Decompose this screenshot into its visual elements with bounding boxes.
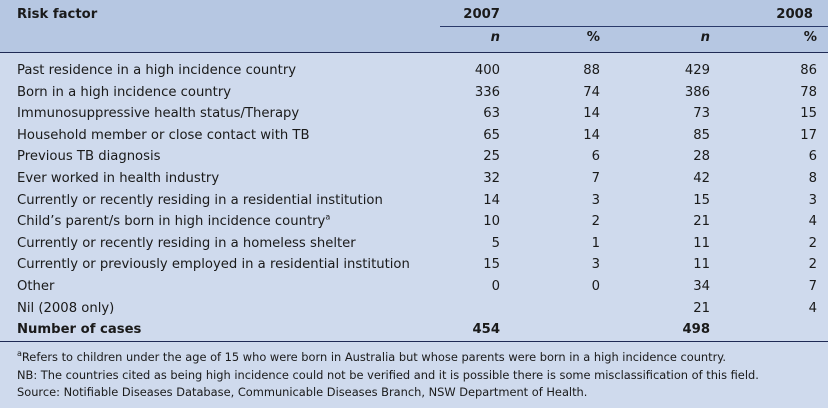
- cell-p2007: 6: [591, 149, 600, 164]
- cell-n2007: 400: [474, 63, 500, 78]
- cell-p2007: 74: [583, 85, 600, 100]
- cell-n2008: 85: [693, 128, 710, 143]
- row-label: [17, 276, 54, 298]
- footnote-a-text: Refers to children under the age of 15 who were born in Australia but whose parents were born in a high incidence country.: [21, 350, 727, 364]
- cell-p2007: 1: [591, 236, 600, 251]
- total-label: Number of cases: [17, 322, 142, 337]
- cell-p2007: 14: [583, 128, 600, 143]
- cell-p2008: 7: [808, 279, 817, 294]
- row-label: [17, 190, 383, 212]
- row-label-text: Household member or close contact with TB: [17, 128, 310, 143]
- footnote-a-mark: a: [17, 349, 22, 359]
- cell-n2007: 25: [483, 149, 500, 164]
- header-pct-2008: %: [803, 30, 817, 45]
- cell-n2007: [440, 298, 500, 320]
- cell-p2007: [540, 298, 600, 320]
- row-label: [17, 60, 296, 82]
- row-label-text: Other: [17, 279, 55, 294]
- header-n-2007: n: [490, 30, 500, 45]
- cell-n2007: 336: [474, 85, 500, 100]
- cell-n2008: 34: [693, 279, 710, 294]
- row-label-text: Currently or recently residing in a residential institution: [17, 193, 383, 208]
- cell-p2007: 88: [583, 63, 600, 78]
- cell-p2008: 15: [800, 106, 817, 121]
- row-label: [17, 298, 114, 320]
- cell-p2008: 17: [800, 128, 817, 143]
- header-n-2008: n: [700, 30, 710, 45]
- row-label: [17, 233, 356, 255]
- footnote-a: [17, 349, 726, 366]
- header-pct-2007: %: [586, 30, 600, 45]
- row-label: [17, 254, 410, 276]
- cell-n2008: 11: [693, 236, 710, 251]
- row-label-text: Currently or recently residing in a homeless shelter: [17, 236, 356, 251]
- cell-p2008: 2: [808, 236, 817, 251]
- cell-n2008: 42: [693, 171, 710, 186]
- cell-n2008: 386: [684, 85, 710, 100]
- cell-n2007: 15: [483, 257, 500, 272]
- cell-p2008: 4: [808, 301, 817, 316]
- cell-n2007: 63: [483, 106, 500, 121]
- row-label-text: Born in a high incidence country: [17, 85, 232, 100]
- row-label: [17, 146, 161, 168]
- cell-n2007: 14: [483, 193, 500, 208]
- cell-p2008: 86: [800, 63, 817, 78]
- cell-n2008: 73: [693, 106, 710, 121]
- cell-n2008: 429: [684, 63, 710, 78]
- cell-n2008: 11: [693, 257, 710, 272]
- cell-p2007: 0: [591, 279, 600, 294]
- header-2007: 2007: [463, 7, 500, 22]
- total-n2008: 498: [682, 322, 710, 337]
- cell-p2007: 14: [583, 106, 600, 121]
- cell-p2007: 3: [591, 257, 600, 272]
- cell-n2008: 15: [693, 193, 710, 208]
- row-label-text: Currently or previously employed in a residential institution: [17, 257, 410, 272]
- row-label: [17, 125, 310, 147]
- cell-p2008: 3: [808, 193, 817, 208]
- cell-n2007: 65: [483, 128, 500, 143]
- cell-p2007: 3: [591, 193, 600, 208]
- row-footnote-mark: a: [325, 212, 331, 222]
- table-bottom-rule: [0, 341, 828, 342]
- row-label-text: Immunosuppressive health status/Therapy: [17, 106, 300, 121]
- row-label-text: Past residence in a high incidence country: [17, 63, 297, 78]
- header-subrule: [440, 26, 828, 27]
- cell-n2007: 32: [483, 171, 500, 186]
- footnote-nb: NB: The countries cited as being high incidence could not be verified and it is possible there is some misclassification of this field.: [17, 368, 759, 382]
- total-n2007: 454: [472, 322, 500, 337]
- row-label: [17, 103, 299, 125]
- header-bottom-rule: [0, 52, 828, 53]
- cell-n2007: 5: [491, 236, 500, 251]
- cell-n2008: 28: [693, 149, 710, 164]
- row-label: [17, 82, 231, 104]
- cell-n2007: 10: [483, 214, 500, 229]
- row-label-text: Previous TB diagnosis: [17, 149, 161, 164]
- cell-n2008: 21: [693, 214, 710, 229]
- row-label: [17, 211, 330, 233]
- cell-n2007: 0: [491, 279, 500, 294]
- footnote-source: Source: Notifiable Diseases Database, Communicable Diseases Branch, NSW Department of Health.: [17, 385, 588, 399]
- cell-p2008: 8: [808, 171, 817, 186]
- cell-p2008: 4: [808, 214, 817, 229]
- cell-p2007: 7: [591, 171, 600, 186]
- cell-p2008: 2: [808, 257, 817, 272]
- cell-p2008: 78: [800, 85, 817, 100]
- cell-p2007: 2: [591, 214, 600, 229]
- row-label: [17, 168, 219, 190]
- row-label-text: Child’s parent/s born in high incidence country: [17, 214, 326, 229]
- row-label-text: Ever worked in health industry: [17, 171, 220, 186]
- row-label-text: Nil (2008 only): [17, 301, 115, 316]
- cell-p2008: 6: [808, 149, 817, 164]
- header-risk-factor: Risk factor: [17, 7, 98, 22]
- header-2008: 2008: [776, 7, 813, 22]
- cell-n2008: 21: [693, 301, 710, 316]
